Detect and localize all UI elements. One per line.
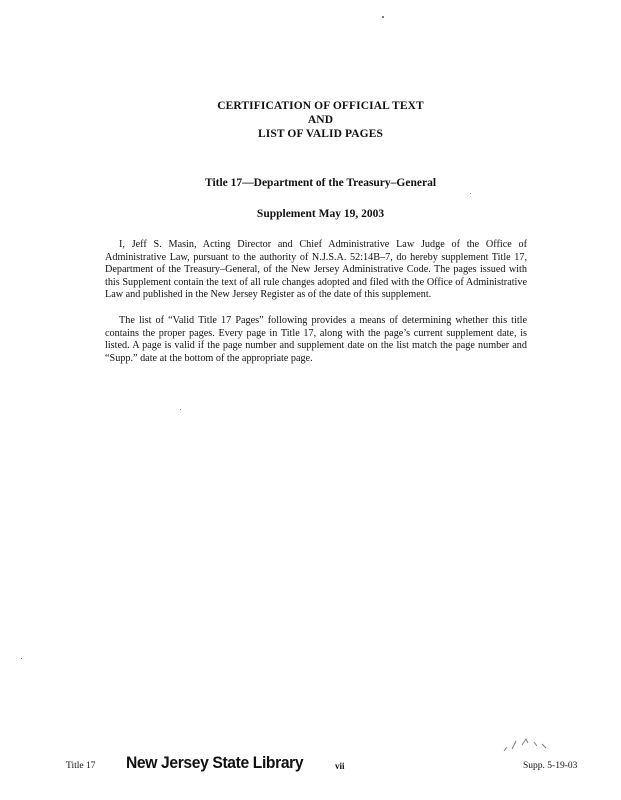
supplement-date-line: Supplement May 19, 2003 — [256, 208, 385, 220]
valid-pages-paragraph: The list of “Valid Title 17 Pages” following provides a means of determining whether this title contains the proper pages. Every page in Title 17, along with the page’s current supplement date, is listed. A page is valid if the page number and supplement date on the list match the page number and “Supp.” date at the bottom of the appropriate page. — [105, 315, 527, 364]
handwritten-mark — [500, 733, 560, 755]
heading-conjunction: AND — [307, 114, 334, 126]
certification-heading: CERTIFICATION OF OFFICIAL TEXT — [217, 100, 424, 112]
scan-speck — [382, 16, 384, 18]
footer-supplement-date: Supp. 5-19-03 — [523, 761, 578, 771]
scan-speck — [21, 658, 22, 659]
title-line: Title 17—Department of the Treasury–General — [204, 177, 437, 189]
scan-speck — [470, 193, 471, 194]
page-number: vii — [335, 761, 345, 771]
certification-paragraph: I, Jeff S. Masin, Acting Director and Chief Administrative Law Judge of the Office of Administrative Law, pursuant to the authority of N.J.S.A. 52:14B–7, do hereby supplement Title 17, Department of the Treasury–General, of the New Jersey Administrative Code. The pages issued with this Supplement contain the text of all rule changes adopted and filed with the Office of Administrative Law and published in the New Jersey Register as of the date of this supplement. — [105, 239, 527, 301]
valid-pages-heading: LIST OF VALID PAGES — [258, 128, 383, 140]
footer-title: Title 17 — [66, 761, 96, 771]
library-stamp: New Jersey State Library — [126, 753, 304, 772]
scan-speck — [180, 409, 181, 410]
